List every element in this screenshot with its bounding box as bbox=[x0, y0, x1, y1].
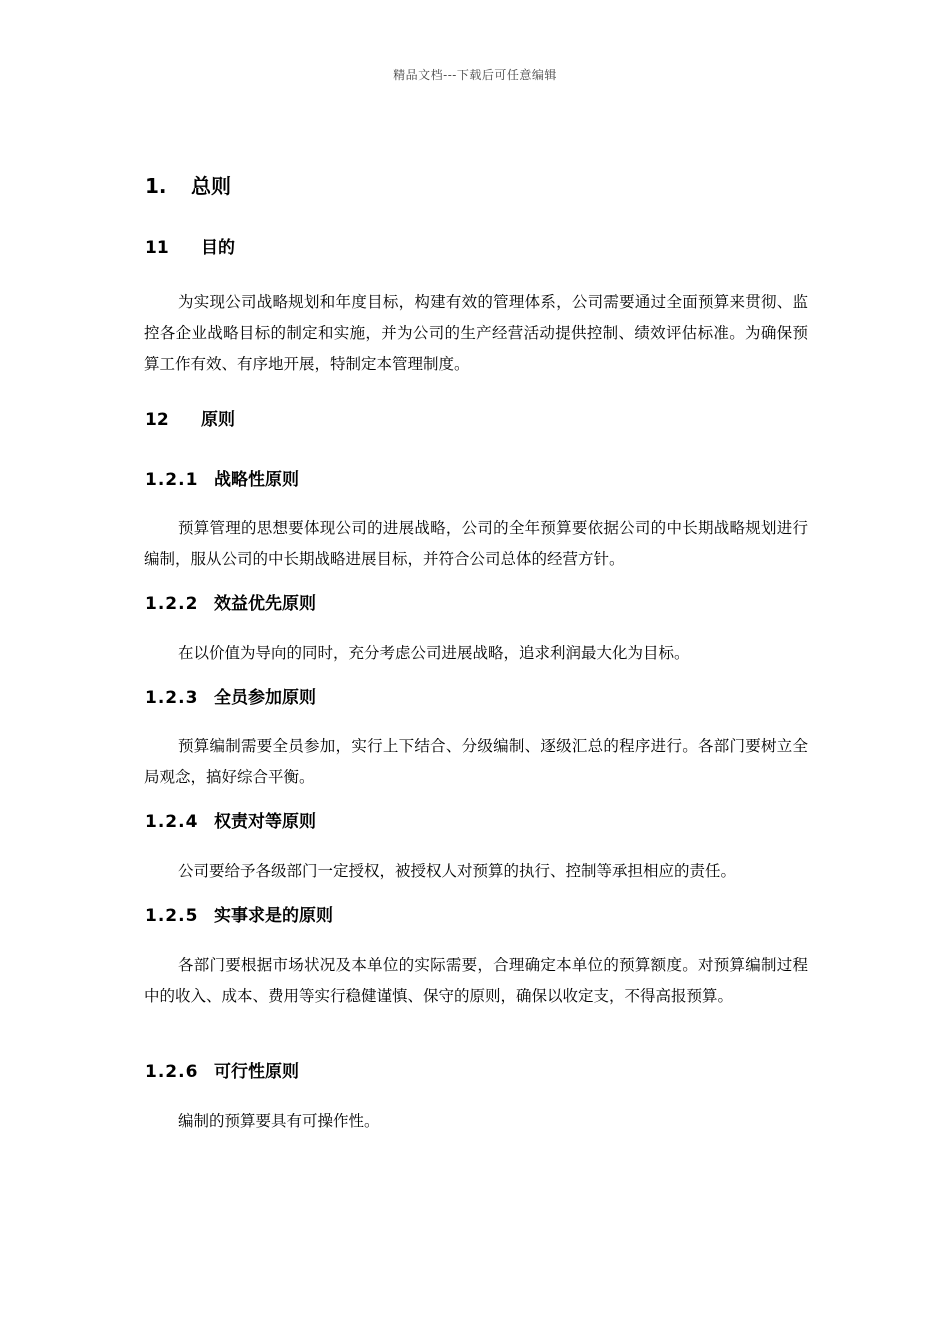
section-number: 11 bbox=[145, 238, 169, 258]
section-heading-11 bbox=[145, 233, 235, 258]
section-heading-126 bbox=[145, 1057, 299, 1082]
section-number: 1.2.3 bbox=[145, 688, 199, 708]
paragraph-feasibility: 编制的预算要具有可操作性。 bbox=[178, 1112, 380, 1130]
paragraph-efficiency: 在以价值为导向的同时，充分考虑公司进展战略，追求利润最大化为目标。 bbox=[178, 644, 690, 662]
paragraph-realistic: 各部门要根据市场状况及本单位的实际需要，合理确定本单位的预算额度。对预算编制过程中的收入、成本、费用等实行稳健谨慎、保守的原则，确保以收定支，不得高报预算。 bbox=[144, 956, 808, 1005]
section-heading-123 bbox=[145, 683, 316, 708]
section-heading-121 bbox=[145, 465, 299, 490]
page-header: 精品文档---下载后可任意编辑 bbox=[393, 68, 557, 82]
section-title: 全员参加原则 bbox=[214, 688, 316, 708]
section-heading-1 bbox=[145, 170, 231, 199]
section-title: 总则 bbox=[191, 174, 231, 198]
paragraph-participation: 预算编制需要全员参加，实行上下结合、分级编制、逐级汇总的程序进行。各部门要树立全局观念，搞好综合平衡。 bbox=[144, 737, 808, 786]
section-title: 效益优先原则 bbox=[214, 594, 316, 614]
section-number: 1.2.4 bbox=[145, 812, 199, 832]
section-heading-12 bbox=[145, 405, 235, 430]
section-title: 可行性原则 bbox=[214, 1062, 299, 1082]
paragraph-purpose: 为实现公司战略规划和年度目标，构建有效的管理体系，公司需要通过全面预算来贯彻、监控各企业战略目标的制定和实施，并为公司的生产经营活动提供控制、绩效评估标准。为确保预算工作有效、有序地开展，特制定本管理制度。 bbox=[144, 293, 808, 373]
paragraph-responsibility: 公司要给予各级部门一定授权，被授权人对预算的执行、控制等承担相应的责任。 bbox=[178, 862, 737, 880]
section-number: 12 bbox=[145, 410, 169, 430]
section-number: 1.2.2 bbox=[145, 594, 199, 614]
section-heading-125 bbox=[145, 901, 333, 926]
paragraph-strategic: 预算管理的思想要体现公司的进展战略，公司的全年预算要依据公司的中长期战略规划进行编制，服从公司的中长期战略进展目标，并符合公司总体的经营方针。 bbox=[144, 519, 808, 568]
section-title: 原则 bbox=[201, 410, 235, 430]
section-number: 1.2.5 bbox=[145, 906, 199, 926]
section-number: 1.2.6 bbox=[145, 1062, 199, 1082]
section-title: 战略性原则 bbox=[214, 470, 299, 490]
section-heading-122 bbox=[145, 589, 316, 614]
section-number: 1. bbox=[145, 174, 167, 198]
section-title: 实事求是的原则 bbox=[214, 906, 333, 926]
section-heading-124 bbox=[145, 807, 316, 832]
section-title: 目的 bbox=[201, 238, 235, 258]
section-title: 权责对等原则 bbox=[214, 812, 316, 832]
section-number: 1.2.1 bbox=[145, 470, 199, 490]
